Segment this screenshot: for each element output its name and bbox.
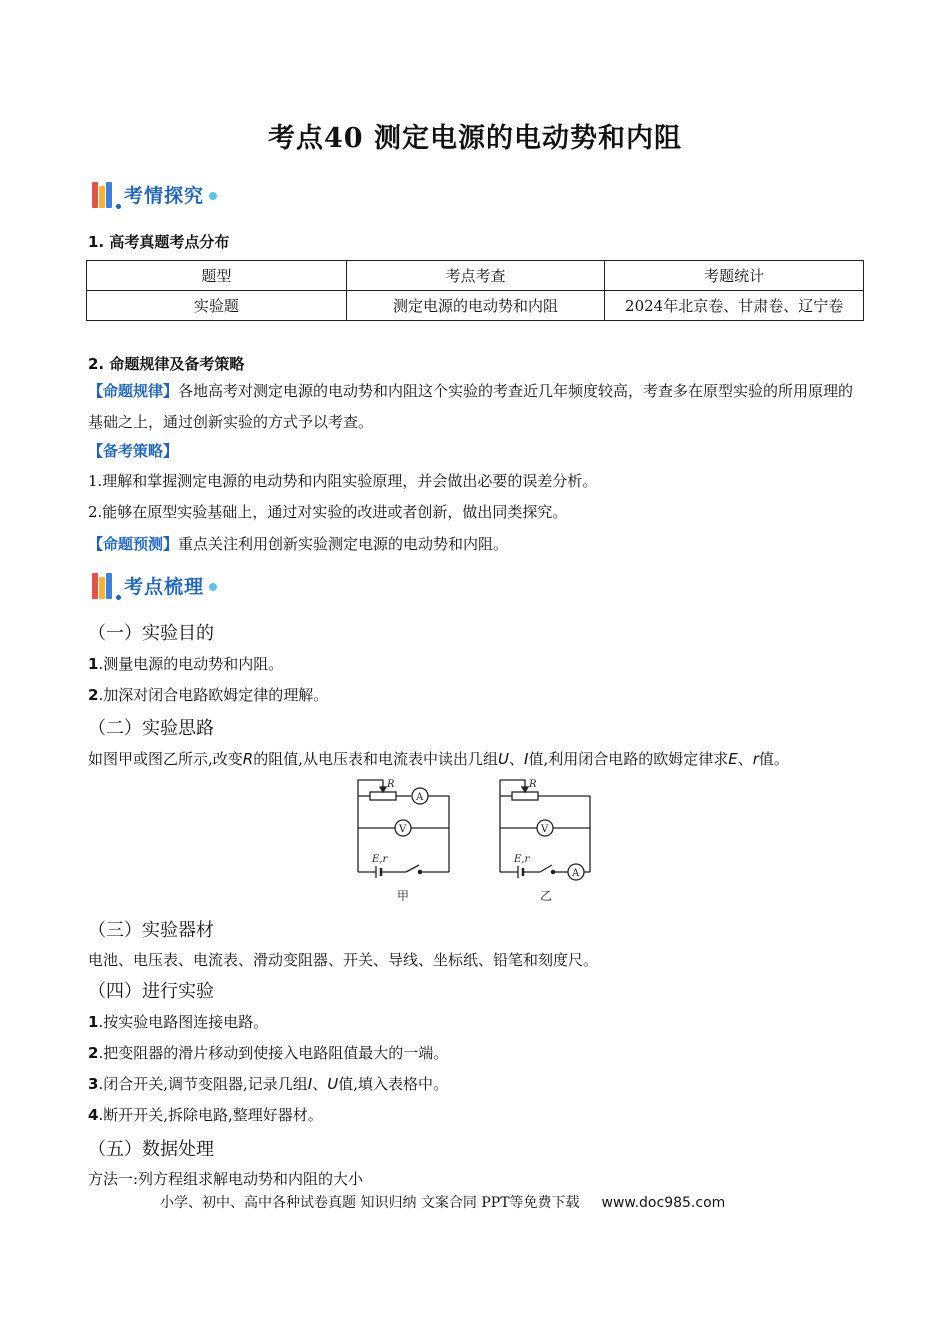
dot-icon — [209, 192, 217, 200]
books-icon — [92, 180, 113, 208]
section-badge-exam-analysis — [92, 177, 217, 211]
ammeter-label: A — [416, 792, 424, 803]
voltmeter-label: V — [399, 824, 407, 835]
prediction-text: 重点关注利用创新实验测定电源的电动势和内阻。 — [178, 535, 509, 553]
books-icon — [92, 571, 113, 599]
table-header-cell: 考题统计 — [605, 261, 864, 291]
equipment-text: 电池、电压表、电流表、滑动变阻器、开关、导线、坐标纸、铅笔和刻度尺。 — [88, 951, 599, 969]
procedure-step: 3.闭合开关,调节变阻器,记录几组I、U值,填入表格中。 — [88, 1075, 448, 1093]
section-label: 考点梳理 — [124, 575, 205, 598]
table-header-row — [87, 261, 864, 291]
circuit-diagrams — [340, 772, 620, 907]
prediction-label: 【命题预测】 — [88, 535, 179, 553]
heading-exam-distribution: 1. 高考真题考点分布 — [88, 233, 230, 251]
table-cell: 实验题 — [87, 291, 347, 321]
purpose-item: 2.加深对闭合电路欧姆定律的理解。 — [88, 686, 329, 704]
strategy-item: 1.理解和掌握测定电源的电动势和内阻实验原理，并会做出必要的误差分析。 — [88, 472, 598, 490]
caption-right: 乙 — [540, 889, 553, 903]
dot-icon — [209, 583, 217, 591]
footer-link[interactable]: www.doc985.com — [601, 1195, 726, 1211]
heading-rules-strategy: 2. 命题规律及备考策略 — [88, 355, 245, 373]
rule-label: 【命题规律】 — [88, 382, 179, 400]
subsection-title: （二）实验思路 — [88, 718, 214, 739]
table-cell: 2024年北京卷、甘肃卷、辽宁卷 — [605, 291, 864, 321]
resistor-label: R — [529, 779, 537, 790]
dot-icon — [116, 595, 121, 600]
footer-text: 小学、初中、高中各种试卷真题 知识归纳 文案合同 PPT等免费下载 — [160, 1195, 580, 1211]
procedure-step: 1.按实验电路图连接电路。 — [88, 1013, 269, 1031]
ammeter-label: A — [572, 868, 580, 879]
footer — [160, 1192, 725, 1212]
subsection-title: （五）数据处理 — [88, 1139, 214, 1160]
strategy-label: 【备考策略】 — [88, 442, 179, 460]
procedure-step: 4.断开开关,拆除电路,整理好器材。 — [88, 1106, 323, 1124]
table-header-cell: 考点考查 — [346, 261, 605, 291]
voltmeter-label: V — [541, 824, 549, 835]
source-label: E,r — [372, 854, 388, 865]
procedure-step: 2.把变阻器的滑片移动到使接入电路阻值最大的一端。 — [88, 1044, 449, 1062]
section-badge-key-points — [92, 568, 217, 602]
purpose-item: 1.测量电源的电动势和内阻。 — [88, 655, 284, 673]
section-label: 考情探究 — [124, 184, 205, 207]
prediction-line — [88, 533, 508, 554]
table-header-cell: 题型 — [87, 261, 347, 291]
resistor-label: R — [387, 779, 395, 790]
table-cell: 测定电源的电动势和内阻 — [346, 291, 605, 321]
subsection-title: （四）进行实验 — [88, 981, 214, 1002]
dot-icon — [116, 204, 121, 209]
caption-left: 甲 — [397, 889, 410, 903]
rule-paragraph — [88, 376, 868, 438]
subsection-title: （三）实验器材 — [88, 920, 214, 941]
idea-paragraph: 如图甲或图乙所示,改变R的阻值,从电压表和电流表中读出几组U、I值,利用闭合电路的欧姆定律求E、r值。 — [88, 750, 789, 768]
table-row — [87, 291, 864, 321]
exam-distribution-table — [86, 260, 864, 321]
subsection-title: （一）实验目的 — [88, 623, 214, 644]
method-line: 方法一:列方程组求解电动势和内阻的大小 — [88, 1170, 364, 1188]
page-title: 考点40 测定电源的电动势和内阻 — [268, 123, 682, 154]
source-label: E,r — [514, 854, 530, 865]
strategy-item: 2.能够在原型实验基础上，通过对实验的改进或者创新，做出同类探究。 — [88, 503, 568, 521]
rule-text: 各地高考对测定电源的电动势和内阻这个实验的考查近几年频度较高，考查多在原型实验的所用原理的基础之上，通过创新实验的方式予以考查。 — [88, 382, 854, 431]
